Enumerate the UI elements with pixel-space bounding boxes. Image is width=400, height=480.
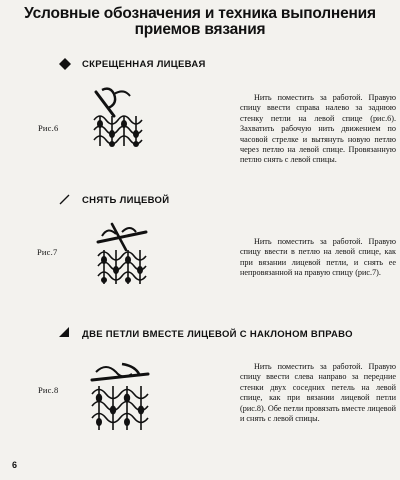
page-title-line-2: приемов вязания [134, 21, 266, 38]
page-title [0, 6, 400, 38]
slash-icon [58, 193, 70, 205]
section-text-slip-knitwise: Нить поместить за работой. Правую спицу ввести в петлю на левой спице, как при вязании лицевой петли, и снять ее непровязанной на правую спицу (рис.7). [240, 237, 396, 278]
section-heading-slip-knitwise: СНЯТЬ ЛИЦЕВОЙ [82, 195, 170, 206]
knitting-figure-8 [84, 360, 158, 436]
diamond-icon [59, 58, 71, 70]
page-title-line-1: Условные обозначения и техника выполнения [24, 5, 376, 22]
section-text-k2tog-right: Нить поместить за работой. Правую спицу ввести слева направо за передние стенки двух соседних петель на левой спице, как при вязании лицевой петли (рис.8). Обе петли провязать вместе лицевой и снять с левой спицы. [240, 362, 396, 424]
section-text-crossed-knit: Нить поместить за работой. Правую спицу ввести справа налево за заднюю стенку петли на левой спице (рис.6). Захватить рабочую нить движением по часовой стрелке и вытянуть новую петлю через петлю на левой спице. Провязанную петлю снять с левой спицы. [240, 93, 396, 165]
section-heading-k2tog-right: ДВЕ ПЕТЛИ ВМЕСТЕ ЛИЦЕВОЙ С НАКЛОНОМ ВПРАВО [82, 329, 353, 340]
figure-label-6: Рис.6 [38, 123, 59, 133]
section-heading-crossed-knit: СКРЕЩЕННАЯ ЛИЦЕВАЯ [82, 59, 206, 70]
triangle-icon [58, 326, 70, 338]
figure-label-7: Рис.7 [37, 247, 58, 257]
knitting-figure-6 [88, 86, 150, 150]
page-number: 6 [12, 460, 18, 470]
knitting-figure-7 [92, 220, 152, 288]
figure-label-8: Рис.8 [38, 385, 59, 395]
